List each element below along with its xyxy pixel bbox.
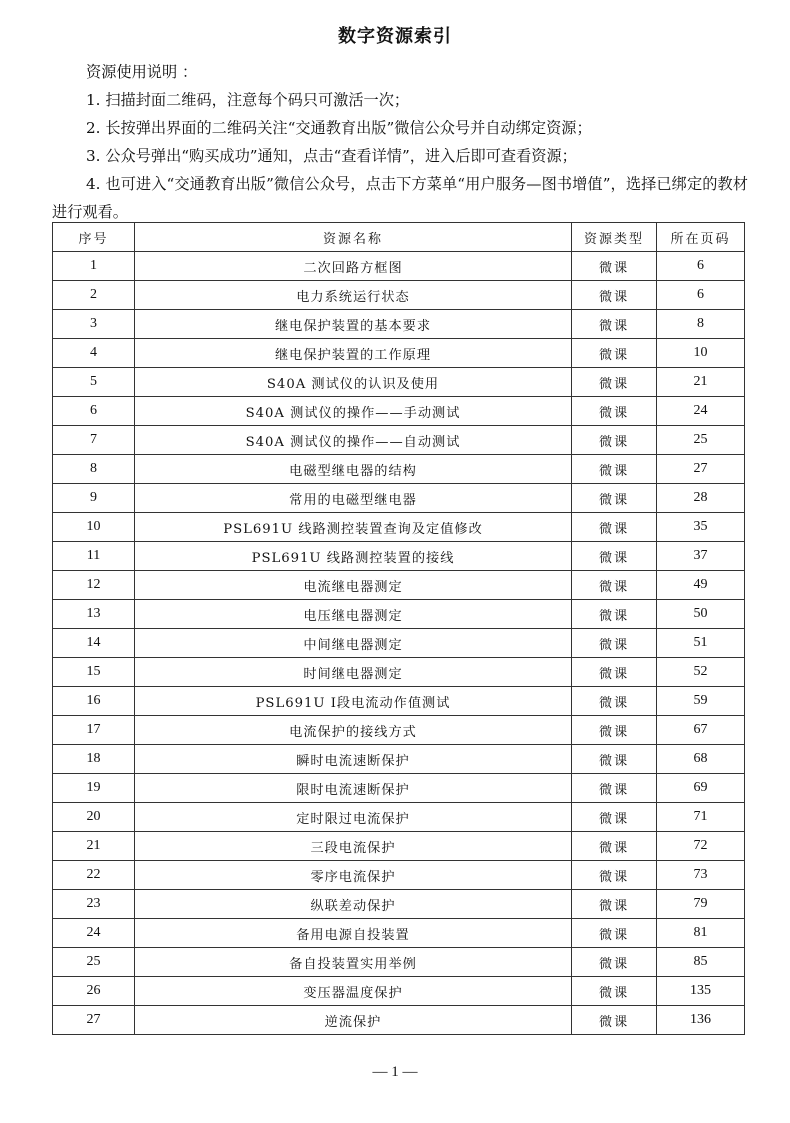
cell-number: 2 <box>53 281 135 310</box>
cell-page-number: 69 <box>657 774 745 803</box>
table-row <box>53 484 745 513</box>
table-row <box>53 281 745 310</box>
instruction-step-1: 1. 扫描封面二维码，注意每个码只可激活一次； <box>86 91 410 109</box>
instruction-step-2: 2. 长按弹出界面的二维码关注“交通教育出版”微信公众号并自动绑定资源； <box>86 119 592 137</box>
table-row <box>53 687 745 716</box>
cell-page-number: 35 <box>657 513 745 542</box>
table-row <box>53 310 745 339</box>
cell-number: 5 <box>53 368 135 397</box>
cell-resource-type: 微课 <box>572 948 657 977</box>
cell-number: 24 <box>53 919 135 948</box>
cell-page-number: 81 <box>657 919 745 948</box>
cell-resource-name: 二次回路方框图 <box>135 252 572 281</box>
cell-resource-type: 微课 <box>572 1006 657 1035</box>
table-row <box>53 658 745 687</box>
instruction-step-4: 4. 也可进入“交通教育出版”微信公众号，点击下方菜单“用户服务—图书增值”，选择已绑定的教材进行观看。 <box>52 175 748 221</box>
column-header-page-number: 所在页码 <box>657 223 745 252</box>
cell-resource-type: 微课 <box>572 339 657 368</box>
table-row <box>53 1006 745 1035</box>
cell-page-number: 85 <box>657 948 745 977</box>
table-row <box>53 774 745 803</box>
cell-number: 8 <box>53 455 135 484</box>
cell-resource-type: 微课 <box>572 803 657 832</box>
table-row <box>53 339 745 368</box>
cell-resource-name: 备用电源自投装置 <box>135 919 572 948</box>
cell-resource-name: 电力系统运行状态 <box>135 281 572 310</box>
cell-resource-type: 微课 <box>572 832 657 861</box>
cell-resource-name: 继电保护装置的基本要求 <box>135 310 572 339</box>
cell-resource-name: 零序电流保护 <box>135 861 572 890</box>
cell-resource-name: 电流继电器测定 <box>135 571 572 600</box>
table-row <box>53 861 745 890</box>
cell-resource-type: 微课 <box>572 426 657 455</box>
cell-number: 20 <box>53 803 135 832</box>
table-row <box>53 252 745 281</box>
table-header-row <box>53 223 745 252</box>
cell-resource-type: 微课 <box>572 310 657 339</box>
instruction-step-3: 3. 公众号弹出“购买成功”通知，点击“查看详情”，进入后即可查看资源； <box>86 147 577 165</box>
cell-resource-name: S40A 测试仪的操作——手动测试 <box>135 397 572 426</box>
cell-page-number: 136 <box>657 1006 745 1035</box>
cell-number: 4 <box>53 339 135 368</box>
cell-page-number: 28 <box>657 484 745 513</box>
cell-resource-name: 电磁型继电器的结构 <box>135 455 572 484</box>
table-row <box>53 513 745 542</box>
cell-resource-name: 中间继电器测定 <box>135 629 572 658</box>
cell-number: 12 <box>53 571 135 600</box>
cell-resource-name: 继电保护装置的工作原理 <box>135 339 572 368</box>
cell-number: 14 <box>53 629 135 658</box>
instructions-intro: 资源使用说明 ： <box>86 63 198 81</box>
resource-index-table <box>52 222 745 1035</box>
cell-resource-type: 微课 <box>572 571 657 600</box>
cell-page-number: 8 <box>657 310 745 339</box>
table-row <box>53 948 745 977</box>
cell-page-number: 6 <box>657 252 745 281</box>
cell-resource-name: 逆流保护 <box>135 1006 572 1035</box>
cell-resource-type: 微课 <box>572 368 657 397</box>
cell-number: 16 <box>53 687 135 716</box>
cell-resource-name: 纵联差动保护 <box>135 890 572 919</box>
cell-resource-name: 常用的电磁型继电器 <box>135 484 572 513</box>
cell-number: 11 <box>53 542 135 571</box>
cell-page-number: 68 <box>657 745 745 774</box>
cell-resource-name: 定时限过电流保护 <box>135 803 572 832</box>
cell-number: 23 <box>53 890 135 919</box>
cell-number: 18 <box>53 745 135 774</box>
cell-page-number: 67 <box>657 716 745 745</box>
column-header-resource-name: 资源名称 <box>135 223 572 252</box>
page-number-footer: — 1 — <box>372 1064 418 1080</box>
cell-page-number: 49 <box>657 571 745 600</box>
cell-resource-type: 微课 <box>572 281 657 310</box>
cell-number: 25 <box>53 948 135 977</box>
cell-resource-type: 微课 <box>572 716 657 745</box>
cell-resource-name: PSL691U Ⅰ段电流动作值测试 <box>135 687 572 716</box>
cell-resource-type: 微课 <box>572 513 657 542</box>
cell-resource-name: S40A 测试仪的认识及使用 <box>135 368 572 397</box>
cell-page-number: 73 <box>657 861 745 890</box>
table-row <box>53 716 745 745</box>
cell-page-number: 10 <box>657 339 745 368</box>
cell-resource-name: 电流保护的接线方式 <box>135 716 572 745</box>
table-row <box>53 890 745 919</box>
table-body <box>53 252 745 1035</box>
cell-page-number: 24 <box>657 397 745 426</box>
table-row <box>53 803 745 832</box>
cell-number: 6 <box>53 397 135 426</box>
cell-page-number: 51 <box>657 629 745 658</box>
table-row <box>53 368 745 397</box>
cell-resource-type: 微课 <box>572 774 657 803</box>
cell-page-number: 25 <box>657 426 745 455</box>
cell-resource-type: 微课 <box>572 890 657 919</box>
cell-resource-name: S40A 测试仪的操作——自动测试 <box>135 426 572 455</box>
cell-resource-type: 微课 <box>572 542 657 571</box>
column-header-number: 序号 <box>53 223 135 252</box>
cell-resource-name: 变压器温度保护 <box>135 977 572 1006</box>
cell-number: 27 <box>53 1006 135 1035</box>
cell-resource-type: 微课 <box>572 977 657 1006</box>
table-row <box>53 542 745 571</box>
cell-resource-type: 微课 <box>572 397 657 426</box>
cell-page-number: 27 <box>657 455 745 484</box>
cell-resource-name: 瞬时电流速断保护 <box>135 745 572 774</box>
cell-number: 22 <box>53 861 135 890</box>
cell-resource-name: 三段电流保护 <box>135 832 572 861</box>
cell-number: 7 <box>53 426 135 455</box>
column-header-resource-type: 资源类型 <box>572 223 657 252</box>
cell-page-number: 50 <box>657 600 745 629</box>
cell-number: 19 <box>53 774 135 803</box>
cell-page-number: 72 <box>657 832 745 861</box>
table-row <box>53 426 745 455</box>
table-row <box>53 832 745 861</box>
cell-resource-name: 电压继电器测定 <box>135 600 572 629</box>
cell-number: 13 <box>53 600 135 629</box>
cell-page-number: 71 <box>657 803 745 832</box>
cell-resource-type: 微课 <box>572 861 657 890</box>
cell-page-number: 37 <box>657 542 745 571</box>
usage-instructions <box>52 58 748 226</box>
cell-number: 1 <box>53 252 135 281</box>
cell-page-number: 59 <box>657 687 745 716</box>
cell-resource-type: 微课 <box>572 658 657 687</box>
cell-number: 21 <box>53 832 135 861</box>
cell-number: 26 <box>53 977 135 1006</box>
cell-resource-type: 微课 <box>572 687 657 716</box>
cell-page-number: 79 <box>657 890 745 919</box>
table-row <box>53 745 745 774</box>
cell-resource-type: 微课 <box>572 919 657 948</box>
table-row <box>53 455 745 484</box>
table-row <box>53 629 745 658</box>
cell-number: 3 <box>53 310 135 339</box>
cell-resource-type: 微课 <box>572 600 657 629</box>
cell-number: 15 <box>53 658 135 687</box>
table-row <box>53 571 745 600</box>
cell-page-number: 21 <box>657 368 745 397</box>
cell-resource-type: 微课 <box>572 484 657 513</box>
table-row <box>53 919 745 948</box>
cell-resource-name: 备自投装置实用举例 <box>135 948 572 977</box>
cell-resource-type: 微课 <box>572 455 657 484</box>
cell-resource-name: 限时电流速断保护 <box>135 774 572 803</box>
cell-resource-name: 时间继电器测定 <box>135 658 572 687</box>
cell-number: 9 <box>53 484 135 513</box>
cell-page-number: 52 <box>657 658 745 687</box>
table-row <box>53 397 745 426</box>
cell-number: 10 <box>53 513 135 542</box>
table-row <box>53 977 745 1006</box>
cell-resource-type: 微课 <box>572 629 657 658</box>
cell-resource-name: PSL691U 线路测控装置查询及定值修改 <box>135 513 572 542</box>
table-row <box>53 600 745 629</box>
cell-resource-name: PSL691U 线路测控装置的接线 <box>135 542 572 571</box>
cell-resource-type: 微课 <box>572 252 657 281</box>
page-title: 数字资源索引 <box>338 26 452 47</box>
cell-resource-type: 微课 <box>572 745 657 774</box>
cell-page-number: 135 <box>657 977 745 1006</box>
cell-page-number: 6 <box>657 281 745 310</box>
cell-number: 17 <box>53 716 135 745</box>
